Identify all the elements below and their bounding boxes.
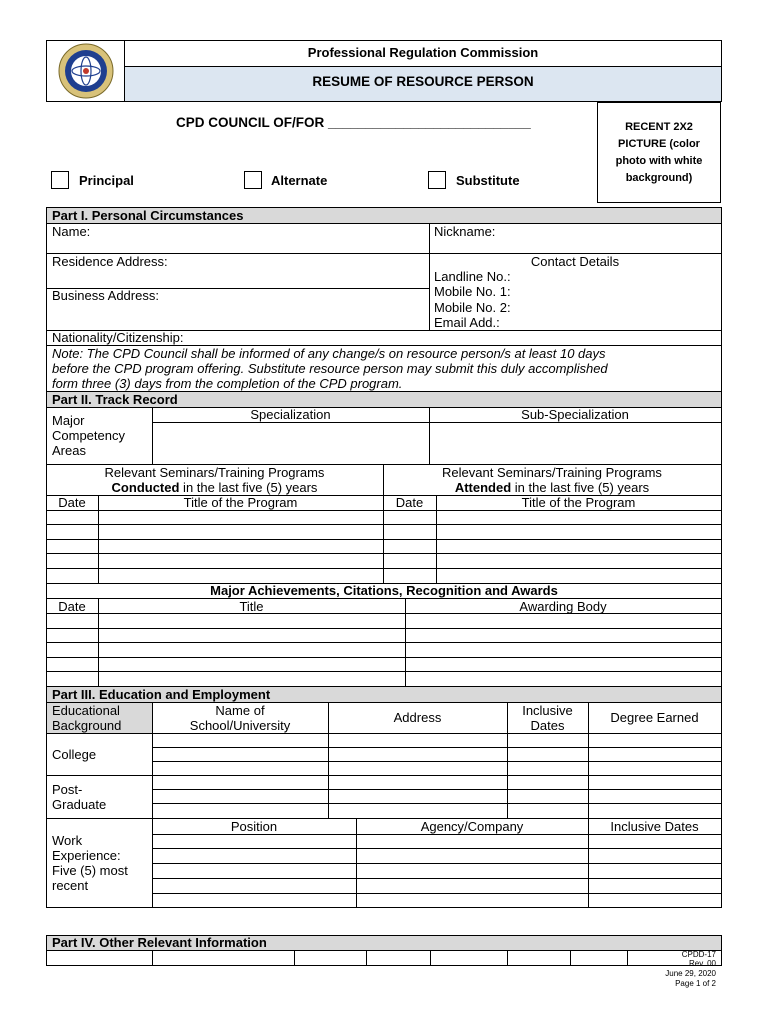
postgrad-label-1: Post- <box>52 782 83 797</box>
rule <box>152 789 722 790</box>
rule <box>46 223 722 224</box>
dates-header-1: Inclusive <box>522 703 573 718</box>
note-line-1: Note: The CPD Council shall be informed of any change/s on resource person/s at least 10 days <box>52 346 606 361</box>
rule <box>430 950 431 966</box>
rule <box>46 613 722 614</box>
school-header-1: Name of <box>215 703 265 718</box>
work-label-2: Experience: <box>52 848 121 863</box>
edu-label-2: Background <box>52 718 122 733</box>
major-label-3: Areas <box>52 443 86 458</box>
attended-subheading <box>383 480 721 495</box>
conducted-rest: in the last five (5) years <box>179 480 318 495</box>
principal-checkbox[interactable] <box>51 171 69 189</box>
form-code: CPDD-17 <box>681 950 716 959</box>
rule <box>46 510 722 511</box>
rule <box>152 893 722 894</box>
attended-rest: in the last five (5) years <box>511 480 650 495</box>
conducted-date-header: Date <box>58 495 86 510</box>
attended-heading: Relevant Seminars/Training Programs <box>442 465 662 480</box>
nickname-label: Nickname: <box>434 224 496 239</box>
postgrad-label-2: Graduate <box>52 797 107 812</box>
attended-date-header: Date <box>395 495 424 510</box>
attended-bold: Attended <box>454 480 512 495</box>
dates-header-2: Dates <box>530 718 565 733</box>
rule <box>46 775 722 776</box>
alternate-label: Alternate <box>271 173 328 188</box>
college-label: College <box>52 747 97 762</box>
rule <box>366 950 367 966</box>
rule <box>429 223 430 330</box>
rule <box>507 950 508 966</box>
address-header: Address <box>393 710 442 725</box>
part1-heading: Part I. Personal Circumstances <box>52 208 244 223</box>
rule <box>152 950 153 966</box>
landline-label: Landline No.: <box>434 269 511 284</box>
rule <box>46 671 722 672</box>
school-header-2: School/University <box>189 718 291 733</box>
achievement-date-header: Date <box>58 599 86 614</box>
prc-seal-icon <box>54 42 118 100</box>
major-label-2: Competency <box>52 428 125 443</box>
substitute-label: Substitute <box>456 173 520 188</box>
specialization-header: Specialization <box>250 407 331 422</box>
rule <box>570 950 571 966</box>
contact-heading: Contact Details <box>530 254 620 269</box>
degree-header: Degree Earned <box>610 710 699 725</box>
residence-label: Residence Address: <box>52 254 168 269</box>
rule <box>152 747 722 748</box>
achievements-heading: Major Achievements, Citations, Recognition and Awards <box>210 583 558 598</box>
rule <box>152 863 722 864</box>
part3-heading: Part III. Education and Employment <box>52 687 271 702</box>
rule <box>46 568 722 569</box>
agency-name: Professional Regulation Commission <box>307 45 539 60</box>
name-label: Name: <box>52 224 91 239</box>
rule <box>46 524 722 525</box>
work-label-4: recent <box>52 878 89 893</box>
agency-header: Agency/Company <box>420 819 524 834</box>
rule <box>46 553 722 554</box>
page-number: Page 1 of 2 <box>675 979 716 988</box>
picture-box-label: RECENT 2X2 PICTURE (color photo with white background) <box>615 121 703 184</box>
rule <box>627 950 628 966</box>
rule <box>152 848 722 849</box>
part4-heading: Part IV. Other Relevant Information <box>52 935 267 950</box>
rule <box>46 539 722 540</box>
principal-label: Principal <box>79 173 134 188</box>
council-line[interactable]: CPD COUNCIL OF/FOR ___________________________ <box>176 115 531 130</box>
major-label-1: Major <box>52 413 85 428</box>
note-line-2: before the CPD program offering. Substitute resource person may submit this duly accomplished <box>52 361 608 376</box>
conducted-subheading <box>46 480 383 495</box>
inclusive-dates-header: Inclusive Dates <box>610 819 699 834</box>
mobile1-label: Mobile No. 1: <box>434 284 511 299</box>
mobile2-label: Mobile No. 2: <box>434 300 511 315</box>
rule <box>152 803 722 804</box>
substitute-checkbox[interactable] <box>428 171 446 189</box>
attended-title-header: Title of the Program <box>521 495 636 510</box>
rule <box>46 642 722 643</box>
nationality-label: Nationality/Citizenship: <box>52 330 184 345</box>
rule <box>46 628 722 629</box>
achievement-title-header: Title <box>239 599 264 614</box>
form-title: RESUME OF RESOURCE PERSON <box>312 74 534 89</box>
header-rule <box>124 66 722 67</box>
work-label-3: Five (5) most <box>52 863 128 878</box>
rule <box>152 422 722 423</box>
form-revision: Rev. 00 <box>689 959 716 968</box>
note-line-3: form three (3) days from the completion of the CPD program. <box>52 376 403 391</box>
work-label-1: Work <box>52 833 83 848</box>
alternate-checkbox[interactable] <box>244 171 262 189</box>
business-label: Business Address: <box>52 288 159 303</box>
rule <box>152 878 722 879</box>
rule <box>46 733 722 734</box>
part2-heading: Part II. Track Record <box>52 392 178 407</box>
conducted-title-header: Title of the Program <box>183 495 298 510</box>
email-label: Email Add.: <box>434 315 500 330</box>
conducted-heading: Relevant Seminars/Training Programs <box>104 465 325 480</box>
rule <box>46 657 722 658</box>
rule <box>46 950 722 951</box>
conducted-bold: Conducted <box>111 480 180 495</box>
rule <box>152 761 722 762</box>
form-date: June 29, 2020 <box>665 969 716 978</box>
awarding-body-header: Awarding Body <box>519 599 607 614</box>
position-header: Position <box>230 819 278 834</box>
edu-label-1: Educational <box>52 703 120 718</box>
rule <box>294 950 295 966</box>
subspecialization-header: Sub-Specialization <box>521 407 629 422</box>
rule <box>152 834 722 835</box>
